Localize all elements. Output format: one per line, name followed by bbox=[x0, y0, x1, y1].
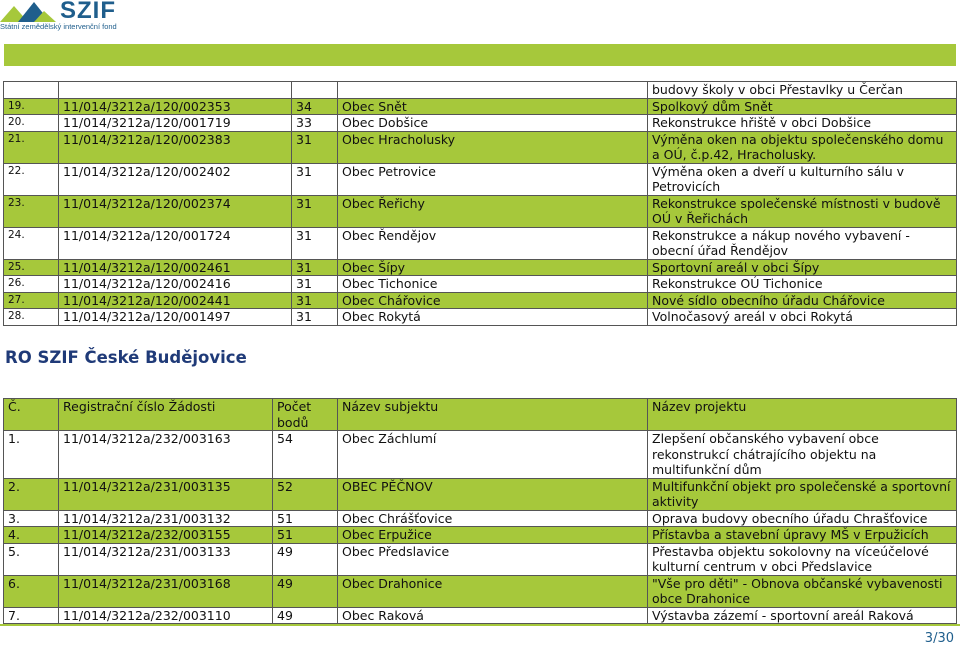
projects-table-2 bbox=[3, 398, 957, 624]
row-number: 5. bbox=[4, 543, 59, 575]
points: 34 bbox=[292, 98, 338, 115]
row-number: 23. bbox=[4, 195, 59, 227]
row-number: 26. bbox=[4, 276, 59, 293]
project-name: Přestavba objektu sokolovny na víceúčelové kulturní centrum v obci Předslavice bbox=[648, 543, 957, 575]
points: 31 bbox=[292, 163, 338, 195]
points: 51 bbox=[273, 527, 338, 544]
table-row bbox=[4, 115, 957, 132]
row-number: 21. bbox=[4, 131, 59, 163]
table-row bbox=[4, 163, 957, 195]
row-number: 1. bbox=[4, 431, 59, 479]
project-name: Nové sídlo obecního úřadu Chářovice bbox=[648, 292, 957, 309]
brand-name: SZIF bbox=[60, 0, 116, 24]
registration-number: 11/014/3212a/120/001724 bbox=[59, 227, 292, 259]
header-registration: Registrační číslo Žádosti bbox=[59, 399, 273, 431]
row-number: 27. bbox=[4, 292, 59, 309]
projects-table-1 bbox=[3, 81, 957, 326]
table-row bbox=[4, 478, 957, 510]
registration-number: 11/014/3212a/120/002461 bbox=[59, 259, 292, 276]
szif-logo-mark-icon bbox=[0, 2, 56, 22]
subject-name: OBEC PĚČNOV bbox=[338, 478, 648, 510]
project-name: Výměna oken na objektu společenského domu a OÚ, č.p.42, Hracholusky. bbox=[648, 131, 957, 163]
table-row bbox=[4, 276, 957, 293]
subject-name bbox=[338, 82, 648, 99]
points: 49 bbox=[273, 543, 338, 575]
table-row bbox=[4, 259, 957, 276]
row-number: 19. bbox=[4, 98, 59, 115]
table-row bbox=[4, 98, 957, 115]
points: 31 bbox=[292, 309, 338, 326]
subject-name: Obec Řendějov bbox=[338, 227, 648, 259]
registration-number: 11/014/3212a/120/002402 bbox=[59, 163, 292, 195]
project-name: Přístavba a stavební úpravy MŠ v Erpužicích bbox=[648, 527, 957, 544]
registration-number: 11/014/3212a/120/002416 bbox=[59, 276, 292, 293]
points: 31 bbox=[292, 227, 338, 259]
subject-name: Obec Rokytá bbox=[338, 309, 648, 326]
header-band bbox=[4, 44, 956, 66]
project-name: Zlepšení občanského vybavení obce rekonstrukcí chátrajícího objektu na multifunkční dům bbox=[648, 431, 957, 479]
subject-name: Obec Předslavice bbox=[338, 543, 648, 575]
subject-name: Obec Chrášťovice bbox=[338, 510, 648, 527]
project-name: Rekonstrukce hřiště v obci Dobšice bbox=[648, 115, 957, 132]
row-number: 2. bbox=[4, 478, 59, 510]
row-number: 4. bbox=[4, 527, 59, 544]
points: 31 bbox=[292, 276, 338, 293]
row-number: 3. bbox=[4, 510, 59, 527]
registration-number: 11/014/3212a/231/003133 bbox=[59, 543, 273, 575]
registration-number: 11/014/3212a/231/003132 bbox=[59, 510, 273, 527]
table-row bbox=[4, 607, 957, 624]
table-row bbox=[4, 431, 957, 479]
table-row bbox=[4, 510, 957, 527]
row-number: 20. bbox=[4, 115, 59, 132]
registration-number: 11/014/3212a/231/003168 bbox=[59, 575, 273, 607]
subject-name: Obec Snět bbox=[338, 98, 648, 115]
registration-number: 11/014/3212a/232/003163 bbox=[59, 431, 273, 479]
subject-name: Obec Raková bbox=[338, 607, 648, 624]
header-points: Počet bodů bbox=[273, 399, 338, 431]
row-number: 7. bbox=[4, 607, 59, 624]
table-row bbox=[4, 543, 957, 575]
subject-name: Obec Řeřichy bbox=[338, 195, 648, 227]
registration-number: 11/014/3212a/120/001719 bbox=[59, 115, 292, 132]
subject-name: Obec Záchlumí bbox=[338, 431, 648, 479]
table-row bbox=[4, 195, 957, 227]
project-name: Sportovní areál v obci Šípy bbox=[648, 259, 957, 276]
table-row bbox=[4, 575, 957, 607]
table-row bbox=[4, 227, 957, 259]
subject-name: Obec Erpužice bbox=[338, 527, 648, 544]
table-row bbox=[4, 82, 957, 99]
registration-number: 11/014/3212a/120/001497 bbox=[59, 309, 292, 326]
registration-number: 11/014/3212a/120/002383 bbox=[59, 131, 292, 163]
row-number: 28. bbox=[4, 309, 59, 326]
registration-number: 11/014/3212a/120/002374 bbox=[59, 195, 292, 227]
subject-name: Obec Šípy bbox=[338, 259, 648, 276]
points: 31 bbox=[292, 292, 338, 309]
project-name: Oprava budovy obecního úřadu Chrašťovice bbox=[648, 510, 957, 527]
registration-number bbox=[59, 82, 292, 99]
points: 49 bbox=[273, 575, 338, 607]
registration-number: 11/014/3212a/120/002353 bbox=[59, 98, 292, 115]
project-name: Rekonstrukce OÚ Tichonice bbox=[648, 276, 957, 293]
szif-logo bbox=[0, 0, 130, 34]
project-name: "Vše pro děti" - Obnova občanské vybavenosti obce Drahonice bbox=[648, 575, 957, 607]
row-number: 22. bbox=[4, 163, 59, 195]
points: 31 bbox=[292, 131, 338, 163]
table-header-row bbox=[4, 399, 957, 431]
project-name: Rekonstrukce a nákup nového vybavení - obecní úřad Řendějov bbox=[648, 227, 957, 259]
points: 49 bbox=[273, 607, 338, 624]
header-project: Název projektu bbox=[648, 399, 957, 431]
subject-name: Obec Drahonice bbox=[338, 575, 648, 607]
points: 31 bbox=[292, 259, 338, 276]
page-number: 3/30 bbox=[924, 631, 954, 646]
row-number bbox=[4, 82, 59, 99]
registration-number: 11/014/3212a/120/002441 bbox=[59, 292, 292, 309]
points: 54 bbox=[273, 431, 338, 479]
table-row bbox=[4, 527, 957, 544]
points: 51 bbox=[273, 510, 338, 527]
project-name: Spolkový dům Snět bbox=[648, 98, 957, 115]
subject-name: Obec Dobšice bbox=[338, 115, 648, 132]
row-number: 6. bbox=[4, 575, 59, 607]
subject-name: Obec Chářovice bbox=[338, 292, 648, 309]
points: 31 bbox=[292, 195, 338, 227]
header-number: Č. bbox=[4, 399, 59, 431]
footer-divider bbox=[0, 624, 960, 626]
table-row bbox=[4, 131, 957, 163]
brand-tagline: Státní zemědělský intervenční fond bbox=[0, 22, 117, 31]
project-name: Multifunkční objekt pro společenské a sportovní aktivity bbox=[648, 478, 957, 510]
project-name: Rekonstrukce společenské místnosti v budově OÚ v Řeřichách bbox=[648, 195, 957, 227]
subject-name: Obec Petrovice bbox=[338, 163, 648, 195]
registration-number: 11/014/3212a/232/003110 bbox=[59, 607, 273, 624]
table-row bbox=[4, 292, 957, 309]
points: 33 bbox=[292, 115, 338, 132]
registration-number: 11/014/3212a/232/003155 bbox=[59, 527, 273, 544]
header-subject: Název subjektu bbox=[338, 399, 648, 431]
section-title: RO SZIF České Budějovice bbox=[5, 348, 247, 367]
row-number: 25. bbox=[4, 259, 59, 276]
points bbox=[292, 82, 338, 99]
row-number: 24. bbox=[4, 227, 59, 259]
project-name: Volnočasový areál v obci Rokytá bbox=[648, 309, 957, 326]
points: 52 bbox=[273, 478, 338, 510]
project-name: Výměna oken a dveří u kulturního sálu v Petrovicích bbox=[648, 163, 957, 195]
table-row bbox=[4, 309, 957, 326]
subject-name: Obec Hracholusky bbox=[338, 131, 648, 163]
registration-number: 11/014/3212a/231/003135 bbox=[59, 478, 273, 510]
project-name: Výstavba zázemí - sportovní areál Raková bbox=[648, 607, 957, 624]
project-name: budovy školy v obci Přestavlky u Čerčan bbox=[648, 82, 957, 99]
subject-name: Obec Tichonice bbox=[338, 276, 648, 293]
